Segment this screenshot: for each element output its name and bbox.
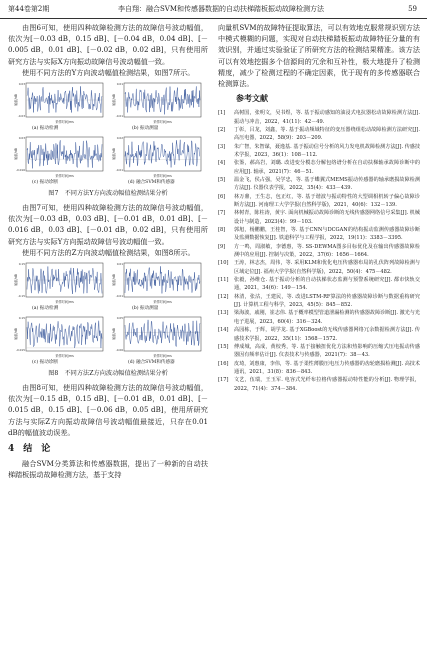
waveform-plot — [14, 260, 106, 305]
figure-8-caption: 图8 不同方法Z方向波动幅值检测结果分析 — [48, 370, 168, 378]
waveform-plot — [14, 134, 106, 179]
fig8-label-a: (a) 振动检测 — [32, 306, 59, 312]
page-number: 59 — [408, 5, 417, 13]
waveform-plot — [14, 314, 106, 359]
reference-text: 高树国，张明文，吴书煜，等. 基于振动感知的油浸式电抗器松动故障检测方法[J]. 振动与冲击，2022，41(11)：42－49. — [234, 110, 420, 125]
fig8-label-d: (d) 融合SVM和传感器 — [128, 360, 175, 366]
reference-text: 方一鸣，周淑敏，李德惠，等. SS-DEWMA图多目标优化及在输出传感器故障检测中的应用[J]. 控制与决策，2022，37(6)：1656－1664. — [234, 243, 420, 259]
reference-number: [9] — [218, 243, 226, 250]
fig7-plot-c — [14, 134, 106, 179]
y-tick-label: 0.03 — [18, 82, 25, 87]
fig8-label-c: (c) 振动诊断 — [32, 360, 58, 366]
x-axis-label: 采样时间/ms — [55, 120, 74, 125]
reference-number: [16] — [218, 360, 229, 367]
fig7-plot-d — [112, 134, 204, 179]
reference-text: 张毅，孙维仓. 基于振动分析的自动扶梯状态监测与预警系统研究[J]. 都市快轨交通，2021，34(6)：149－154. — [234, 277, 420, 292]
y-tick-label: -0.06 — [115, 348, 123, 353]
reference-item — [218, 360, 420, 377]
paragraph: 融合SVM分类算法和传感器数据，提出了一种新的自动扶梯踏板振动故障检测方法，基于支持 — [8, 459, 208, 480]
reference-number: [12] — [218, 293, 229, 300]
article-running-title: 李自翔：融合SVM和传感器数据的自动扶梯踏板振动故障检测方法 — [118, 5, 325, 13]
fig8-plot-b — [112, 260, 204, 305]
y-tick-label: 0.03 — [18, 136, 25, 141]
signal-line — [27, 266, 102, 293]
y-axis-label: 幅值/dB — [14, 94, 18, 106]
y-tick-label: -0.01 — [115, 168, 123, 173]
signal-line — [27, 86, 102, 113]
reference-text: 林清，张沽，王建民，等. 改进LSTM-RF算法的传感器故障诊断与数据重构研究[J]. 计算机工程与科学，2023，45(5)：845－852. — [234, 293, 420, 309]
y-tick-label: 0.01 — [116, 82, 123, 87]
x-axis-label: 采样时间/ms — [153, 354, 172, 359]
paragraph: 向量机SVM的故障特征提取算法，可以有效地克服常规识别方法中模式模糊的问题，实现对自动扶梯踏板振动故障特征分量的有效识别，并通过实验验证了所研究方法的检测结果精准。该方法可以有效地挖掘多个信源间的冗余和互补性，极大地提升了检测精度，减少了检测过程的不确定因素，优于现有的多传感器联合检测算法。 — [218, 23, 420, 89]
reference-item — [218, 343, 420, 360]
waveform-plot — [14, 80, 106, 125]
waveform-plot — [112, 314, 204, 359]
reference-number: [7] — [218, 210, 226, 217]
figure-8 — [8, 258, 208, 368]
reference-text: 傅成城，高成，黄校秀，等. 基于接触扭优化方法和热影响的压缩式压电振动传感器因有频率估计[J]. 仪表技术与传感器，2021(7)：38－43. — [234, 343, 420, 359]
y-axis-label: 幅值/dB — [112, 274, 116, 286]
y-tick-label: 0.02 — [116, 136, 123, 141]
reference-item — [218, 209, 420, 226]
reference-text: 文艺，伍瑞，王玉军. 电容式光纤布拉格传感器振动特性能的分析[J]. 物理学报，2022，71(4)：374－384. — [234, 377, 420, 392]
reference-item — [218, 293, 420, 310]
reference-number: [14] — [218, 327, 229, 334]
y-tick-label: 0.15 — [18, 316, 25, 321]
reference-text: 林万鼎，王生志，包正红，等. 基于谐波与振动特性的大型调相机转子偏心故障诊断方法[J]. 河南理工大学学报(自然科学版)，2021，40(6)：132－139. — [234, 193, 420, 208]
reference-number: [11] — [218, 277, 229, 284]
fig8-plot-a — [14, 260, 106, 305]
reference-item — [218, 159, 420, 176]
x-axis-label: 采样时间/ms — [153, 120, 172, 125]
signal-line — [27, 140, 102, 168]
reference-number: [3] — [218, 143, 226, 150]
reference-item — [218, 243, 420, 260]
reference-number: [10] — [218, 260, 229, 267]
reference-item — [218, 309, 420, 326]
reference-number: [1] — [218, 110, 226, 117]
waveform-plot — [112, 80, 204, 125]
reference-number: [8] — [218, 227, 226, 234]
fig7-label-c: (c) 振动诊断 — [32, 180, 58, 186]
y-tick-label: 0.15 — [18, 262, 25, 267]
reference-text: 梁海波，戚刚，崔志伟. 基于概率模型管道泄漏检测的传感器故障诊断[J]. 激光与光电子进展，2023，60(4)：316－324. — [234, 310, 420, 325]
signal-line — [125, 86, 200, 114]
fig7-label-d: (d) 融合SVM和传感器 — [128, 180, 175, 186]
figure-7-caption: 图7 不同方法Y方向波动幅值检测结果分析 — [48, 190, 168, 198]
x-axis-label: 采样时间/ms — [55, 354, 74, 359]
reference-number: [5] — [218, 176, 226, 183]
paragraph: 由图6可知，使用四种故障检测方法的故障信号波动幅值，依次为[－0.03 dB，0.15 dB]、[－0.04 dB，0.04 dB]、[－0.005 dB，0.01 dB]、[－0.02 dB，0.02 dB]，只有使用所研究方法与实际X方向振动故障信号波动幅值一致。 — [8, 23, 208, 66]
reference-text: 丁彰，吕龙，刘鑫，等. 基于振动频域特征的变压器绕组松动故障检测方法研究[J]. 高压电器，2022，58(9)：203－209. — [234, 126, 420, 142]
fig8-label-b: (b) 振动测量 — [132, 306, 159, 312]
y-tick-label: -0.01 — [115, 114, 123, 119]
reference-number: [4] — [218, 160, 226, 167]
fig8-plot-c — [14, 314, 106, 359]
signal-line — [27, 321, 102, 348]
reference-item — [218, 193, 420, 210]
reference-item — [218, 376, 420, 393]
y-tick-label: -0.01 — [115, 294, 123, 299]
paragraph: 由图7可知，使用四种故障检测方法的故障信号波动幅值，依次为[－0.03 dB，0.03 dB]、[－0.01 dB，0.01 dB]、[－0.016 dB，0.03 dB]、[－0.01 dB，0.02 dB]，只有使用所研究方法与实际Y方向振动故障信号波动幅值一致。 — [8, 203, 208, 246]
reference-list — [218, 109, 420, 393]
y-axis-label: 幅值/dB — [14, 148, 18, 160]
reference-text: 郭旭，杨鹏鹏，王桂智，等. 基于CNN与DCGAN的结构振动监测传感器故障诊断及监测数据恢复[J]. 铁道科学与工程学报，2022，19(11)：3383－3395. — [234, 227, 420, 242]
paragraph: 由图8可知，使用四种故障检测方法的故障信号波动幅值，依次为[－0.15 dB，0.15 dB]、[－0.01 dB，0.01 dB]、[－0.015 dB，0.15 dB]、[－0.06 dB，0.05 dB]，使用所研究方法与实际Z方向振动故障信号波动幅值最接近，只存在0.01 dB的幅值波动误差。 — [8, 383, 208, 437]
reference-item — [218, 143, 420, 160]
waveform-plot — [112, 134, 204, 179]
section-heading-conclusion: 4 结 论 — [8, 444, 51, 455]
reference-text: 皮琦，刘惠康，李伟，等. 基于柔性薄膜压电压力传感器的齿轮磨损检测[J]. 高技术通讯，2021，31(8)：836－843. — [234, 360, 420, 375]
fig7-plot-b — [112, 80, 204, 125]
y-axis-label: 幅值/dB — [112, 328, 116, 340]
y-tick-label: 0.05 — [116, 316, 123, 321]
fig7-label-a: (a) 振动检测 — [32, 126, 59, 132]
x-axis-label: 采样时间/ms — [153, 300, 172, 305]
reference-number: [15] — [218, 343, 229, 350]
signal-line — [125, 320, 200, 347]
journal-volume: 第44卷第2期 — [8, 5, 50, 13]
reference-number: [6] — [218, 193, 226, 200]
reference-item — [218, 326, 420, 343]
reference-text: 王涛，林志杰，周伟，等. 采用KLM和优化电压传感器布局的孔伏阵列故障检测与区域定位[J]. 福州大学学报(自然科学版)，2022，50(4)：475－482. — [234, 260, 420, 275]
y-tick-label: -0.015 — [15, 348, 25, 353]
reference-text: 张鉴，郝高岩，刘璐. 改进变分模态分解包络谱分析在自动扶梯轴承故障诊断中的应用[J]. 轴承，2021(7)：46－51. — [234, 160, 420, 175]
signal-line — [125, 266, 200, 293]
paragraph: 使用不同方法的Z方向波动幅值检测结果，如图8所示。 — [22, 247, 195, 257]
y-tick-label: 0.01 — [116, 262, 123, 267]
y-tick-label: -0.016 — [15, 168, 25, 173]
signal-line — [125, 140, 200, 168]
x-axis-label: 采样时间/ms — [55, 174, 74, 179]
figure-7 — [8, 78, 208, 188]
left-column — [8, 22, 208, 480]
reference-number: [17] — [218, 377, 229, 384]
reference-text: 高园栋，于辉，胡学龙. 基于XGBoost的无线传感器网络冗余数据检测方法[J]. 传感技术学报，2022，35(11)：1568－1572. — [234, 327, 420, 342]
reference-item — [218, 109, 420, 126]
reference-text: 林树青，陈柱涛，黄宇. 面向机械振动故障诊断的无线传感器网络信号采集[J]. 机械设计与制造，2023(4)：99－103. — [234, 210, 420, 225]
fig7-label-b: (b) 振动测量 — [132, 126, 159, 132]
reference-text: 朱广智，朱智谋，聂逸基. 基于振动信号分析的风力发电机故障检测方法[J]. 传感技术学报，2023，36(1)：108－112. — [234, 143, 420, 158]
reference-item — [218, 176, 420, 193]
y-tick-label: -0.03 — [17, 114, 25, 119]
fig8-plot-d — [112, 314, 204, 359]
plot-frame — [26, 317, 103, 351]
paragraph: 使用不同方法的Y方向波动幅值检测结果，如图7所示。 — [22, 67, 195, 77]
y-tick-label: -0.15 — [17, 294, 25, 299]
right-column — [218, 22, 420, 393]
y-axis-label: 幅值/dB — [14, 328, 18, 340]
reference-item — [218, 126, 420, 143]
y-axis-label: 幅值/dB — [14, 274, 18, 286]
reference-item — [218, 226, 420, 243]
y-axis-label: 幅值/dB — [112, 148, 116, 160]
reference-text: 温金飞，侯占强，吴学忠，等. 基于蝶翼式MEMS振动传感器的轴承磨损故障检测方法[J]. 仪器仪表学报，2022，35(4)：433－439. — [234, 176, 420, 192]
reference-number: [2] — [218, 126, 226, 133]
references-heading: 参考文献 — [236, 94, 268, 104]
fig7-plot-a — [14, 80, 106, 125]
x-axis-label: 采样时间/ms — [153, 174, 172, 179]
x-axis-label: 采样时间/ms — [55, 300, 74, 305]
running-header — [0, 0, 427, 19]
waveform-plot — [112, 260, 204, 305]
y-axis-label: 幅值/dB — [112, 94, 116, 106]
reference-item — [218, 259, 420, 276]
reference-number: [13] — [218, 310, 229, 317]
reference-item — [218, 276, 420, 293]
